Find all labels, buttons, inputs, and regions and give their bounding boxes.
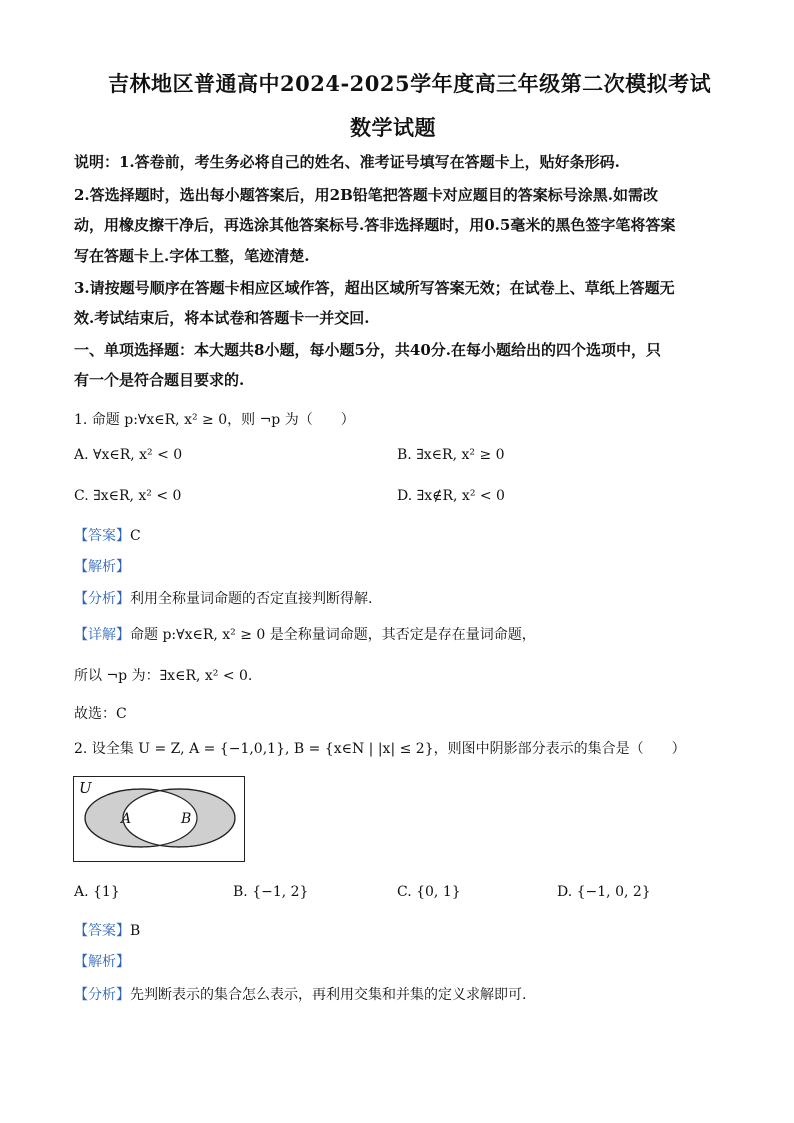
page-subtitle: 数学试题: [350, 115, 436, 140]
question-1-choice: 故选：C: [74, 706, 127, 722]
answer-tag: 【答案】: [74, 528, 130, 544]
instruction-line-5: 3.请按题号顺序在答题卡相应区域作答，超出区域所写答案无效；在试卷上、草纸上答题无: [74, 279, 675, 297]
question-2-analysis-tag: 【解析】: [74, 954, 130, 970]
question-2-fenxi: [74, 984, 526, 1004]
venn-label-a: A: [121, 811, 132, 827]
question-1-detail: [74, 624, 536, 644]
question-2-option-a: A. {1}: [74, 884, 120, 900]
question-1-option-c: C. ∃x∈R, x² < 0: [74, 488, 182, 504]
page-title: 吉林地区普通高中2024-2025学年度高三年级第二次模拟考试: [108, 71, 712, 96]
fenxi-tag: 【分析】: [74, 987, 130, 1003]
detail-tag: 【详解】: [74, 627, 130, 643]
instruction-line-2: 2.答选择题时，选出每小题答案后，用2B铅笔把答题卡对应题目的答案标号涂黑.如需改: [74, 186, 659, 204]
question-2-stem: 2. 设全集 U = Z, A = {−1,0,1}, B = {x∈N | |x| ≤ 2}，则图中阴影部分表示的集合是（ ）: [74, 741, 686, 757]
answer-value: C: [130, 528, 141, 544]
question-1-stem: 1. 命题 p:∀x∈R, x² ≥ 0，则 ¬p 为（ ）: [74, 412, 355, 428]
instruction-line-3: 动，用橡皮擦干净后，再选涂其他答案标号.答非选择题时，用0.5毫米的黑色签字笔将答案: [74, 216, 676, 234]
venn-label-u: U: [79, 779, 92, 797]
question-2-option-c: C. {0, 1}: [397, 884, 461, 900]
fenxi-tag: 【分析】: [74, 591, 130, 607]
question-1-option-d: D. ∃x∉R, x² < 0: [397, 488, 505, 504]
section-heading-line-1: 一、单项选择题：本大题共8小题，每小题5分，共40分.在每小题给出的四个选项中，只: [74, 341, 661, 359]
answer-tag: 【答案】: [74, 923, 130, 939]
question-1-conclusion: 所以 ¬p 为：∃x∈R, x² < 0.: [74, 668, 253, 684]
answer-value: B: [130, 923, 141, 939]
detail-text: 命题 p:∀x∈R, x² ≥ 0 是全称量词命题，其否定是存在量词命题，: [130, 627, 536, 643]
venn-diagram: [73, 776, 245, 862]
question-1-fenxi: [74, 588, 372, 608]
venn-label-b: B: [181, 811, 192, 827]
question-1-option-a: A. ∀x∈R, x² < 0: [74, 447, 183, 463]
question-1-analysis-tag: 【解析】: [74, 559, 130, 575]
instruction-line-4: 写在答题卡上.字体工整，笔迹清楚.: [74, 247, 310, 265]
fenxi-text: 先判断表示的集合怎么表示，再利用交集和并集的定义求解即可.: [130, 987, 527, 1003]
question-2-option-b: B. {−1, 2}: [233, 884, 309, 900]
question-2-option-d: D. {−1, 0, 2}: [557, 884, 651, 900]
instruction-line-6: 效.考试结束后，将本试卷和答题卡一并交回.: [74, 309, 370, 327]
fenxi-text: 利用全称量词命题的否定直接判断得解.: [130, 591, 373, 607]
question-1-option-b: B. ∃x∈R, x² ≥ 0: [397, 447, 505, 463]
instruction-line-1: 说明：1.答卷前，考生务必将自己的姓名、准考证号填写在答题卡上，贴好条形码.: [74, 153, 620, 171]
question-2-answer: [74, 920, 140, 940]
question-1-answer: [74, 525, 141, 545]
section-heading-line-2: 有一个是符合题目要求的.: [74, 371, 245, 389]
